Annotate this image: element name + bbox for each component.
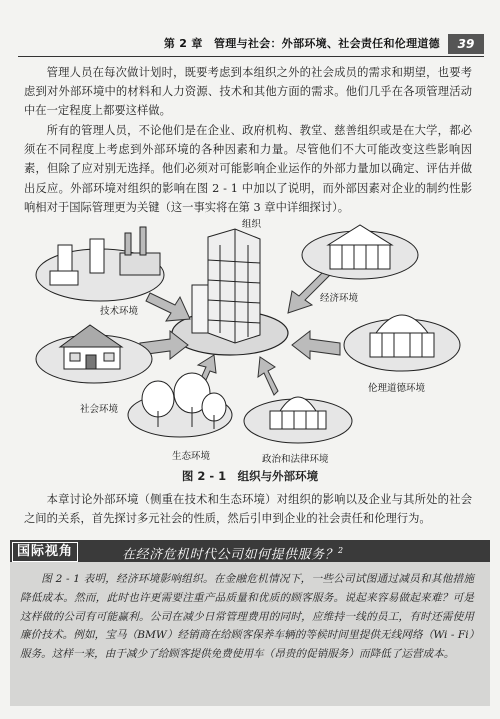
label-political: 政治和法律环境 — [262, 454, 329, 465]
page-number: 39 — [448, 34, 484, 54]
label-econ: 经济环境 — [320, 293, 359, 304]
environment-diagram — [30, 215, 470, 465]
sidebar-header — [10, 540, 490, 562]
sidebar-title — [122, 542, 344, 564]
label-ethics: 伦理道德环境 — [368, 383, 426, 394]
label-tech: 技术环境 — [100, 306, 139, 317]
arrow-econ — [288, 271, 330, 313]
label-eco: 生态环境 — [172, 451, 211, 462]
label-organization: 组织 — [242, 219, 262, 230]
chapter-title: 第 2 章 管理与社会：外部环境、社会责任和伦理道德 — [163, 37, 440, 50]
sidebar-body: 图 2 - 1 表明，经济环境影响组织。在金融危机情况下，一些公司试图通过减员和其他措施降低成本。然而，此时也许更需要注重产品质量和优质的顾客服务。说起来容易做起来难？可是这样做的公司有可能赢利。公司在减少日常管理费用的同时，应维持一线的员工，有时还需使用廉价技术。例如，宝马（BMW）经销商在给顾客保养车辆的等候时间里提供无线网络（Wi - Fi）服务。这样一来，由于减少了给顾客提供免费使用车（昂贵的促销服务）而降低了运营成本。 — [20, 573, 474, 661]
house-icon — [36, 325, 152, 383]
bank-icon — [302, 225, 418, 279]
trees-icon — [128, 373, 232, 437]
paragraph-3: 本章讨论外部环境（侧重在技术和生态环境）对组织的影响以及企业与其所处的社会之间的关系，首先探讨多元社会的性质，然后引申到企业的社会责任和伦理行为。 — [24, 493, 472, 526]
sidebar-title-text: 在经济危机时代公司如何提供服务？ — [122, 547, 339, 563]
capitol-icon — [244, 397, 352, 443]
arrow-tech — [146, 293, 190, 321]
sidebar-box — [10, 562, 490, 706]
figure-organization-environment — [30, 215, 470, 465]
paragraph-1: 管理人员在每次做计划时，既要考虑到本组织之外的社会成员的需求和期望，也要考虑到对外部环境中的材料和人力资源、技术和其他方面的需求。他们几乎在各项管理活动中在一定程度上都要这样做。 — [24, 66, 472, 118]
sidebar-title-note: 2 — [338, 546, 344, 555]
temple-icon — [344, 315, 460, 371]
arrow-political — [258, 357, 278, 395]
paragraph-2: 所有的管理人员，不论他们是在企业、政府机构、教堂、慈善组织或是在大学，都必须在不同程度上考虑到外部环境的各种因素和力量。尽管他们不大可能改变这些影响因素，但除了应对别无选择。他们必须对可能影响企业运作的外部力量加以确定、评估并做出反应。外部环境对组织的影响在图 2 - 1 中加以了说明，而外部因素对企业的制约性影响相对于国际管理更为关键（这一事实将在第 3 章中详细探讨）。 — [24, 124, 472, 214]
arrow-ethics — [292, 331, 340, 359]
running-header — [18, 34, 484, 57]
label-social: 社会环境 — [80, 404, 119, 415]
figure-caption: 图 2 - 1 组织与外部环境 — [181, 469, 319, 483]
organization-building-icon — [192, 229, 260, 343]
sidebar-tag: 国际视角 — [12, 542, 78, 562]
factory-icon — [36, 227, 164, 301]
